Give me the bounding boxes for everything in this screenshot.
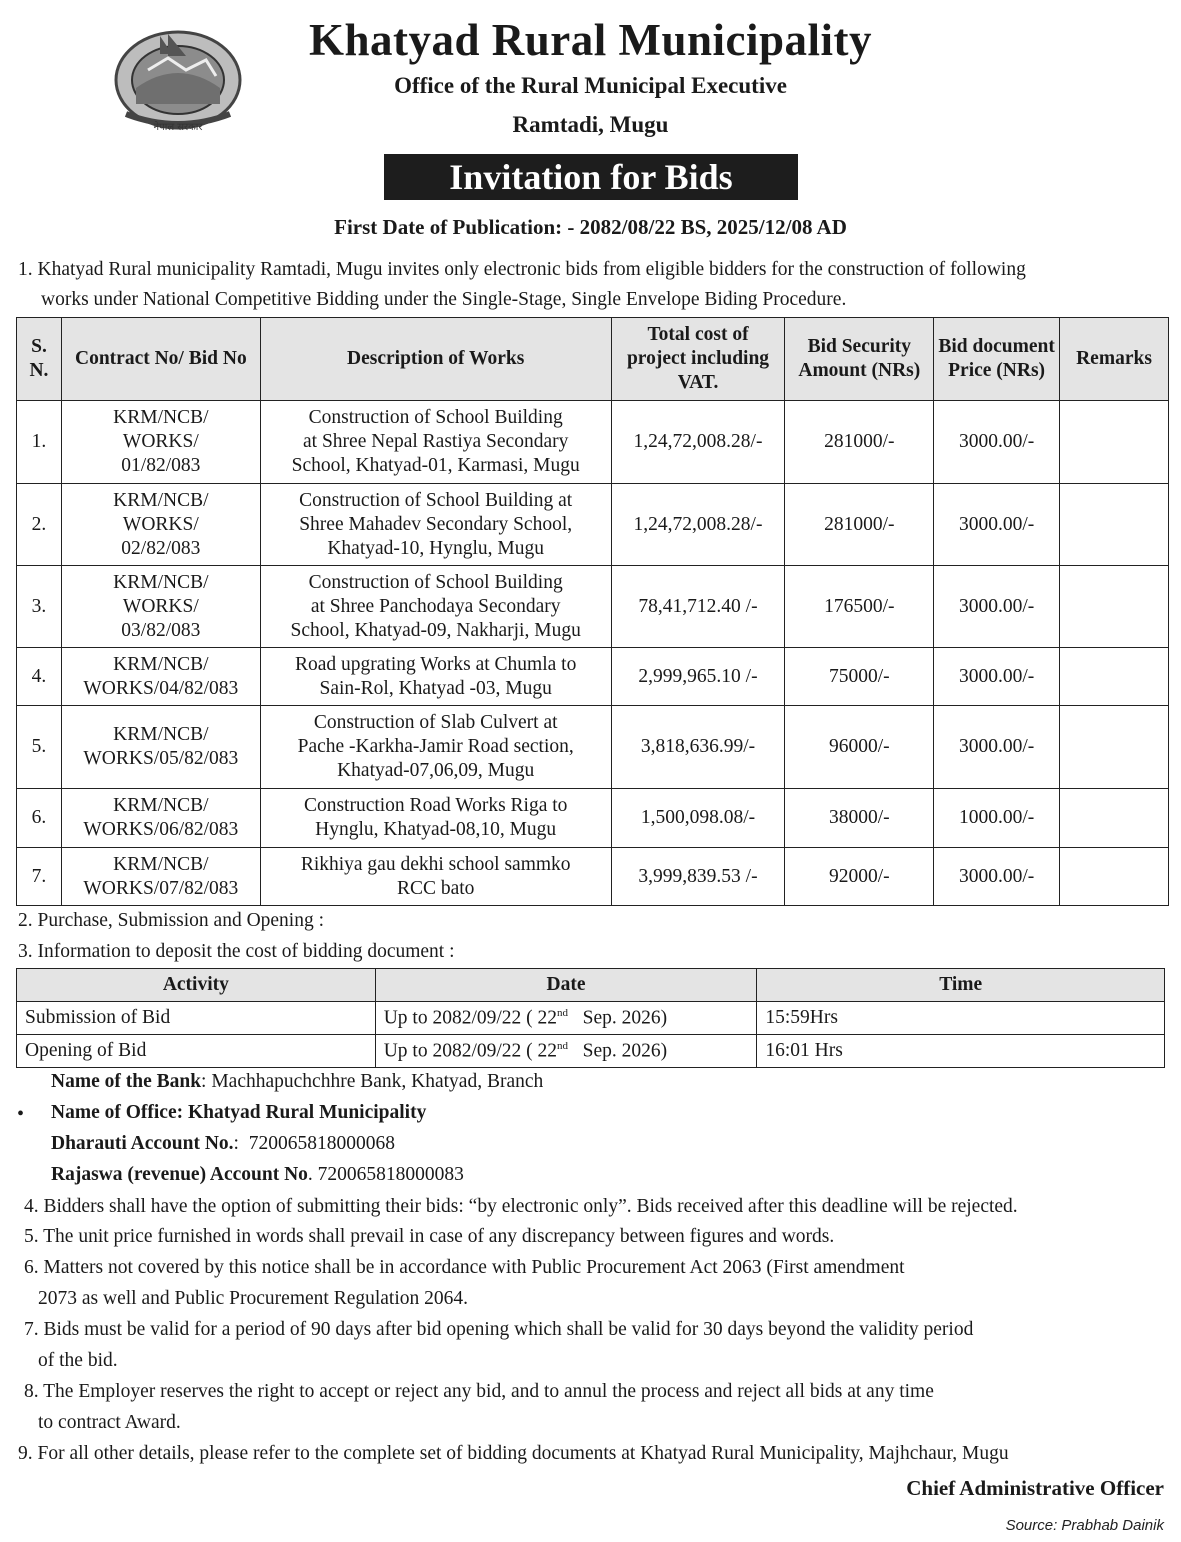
description-cell-line: Road upgrating Works at Chumla to	[295, 653, 577, 675]
description-cell	[260, 566, 611, 648]
description-cell	[260, 648, 611, 706]
total-cost-cell	[611, 848, 785, 906]
remarks-cell	[1060, 401, 1169, 484]
total-cost-cell	[611, 484, 785, 566]
doc-price-cell-line: 3000.00/-	[958, 665, 1035, 687]
doc-price-cell	[934, 566, 1060, 648]
contract-cell-line: KRM/NCB/	[113, 489, 209, 511]
sn-cell-line: 5.	[31, 736, 47, 757]
bid-security-cell-line: 281000/-	[824, 431, 895, 452]
bullet-icon: •	[17, 1103, 25, 1125]
bid-security-cell	[785, 401, 934, 484]
section-deposit: 3. Information to deposit the cost of bidding document :	[18, 941, 455, 962]
contract-cell	[61, 401, 260, 484]
col-header-bid-security: Bid Security Amount (NRs)	[785, 318, 934, 401]
doc-price-cell-line: 3000.00/-	[958, 513, 1035, 535]
date-cell	[375, 1002, 757, 1035]
description-cell-line: Rikhiya gau dekhi school sammko	[300, 853, 571, 875]
col-header-contract: Contract No/ Bid No	[61, 318, 260, 401]
contract-cell-line: 03/82/083	[121, 619, 201, 641]
sn-cell	[17, 648, 62, 706]
clause-line: 2073 as well and Public Procurement Regulation 2064.	[38, 1288, 469, 1309]
bid-security-cell-line: 92000/-	[828, 865, 890, 887]
table-row	[17, 484, 1169, 566]
total-cost-cell	[611, 706, 785, 789]
doc-price-cell	[934, 848, 1060, 906]
bank-label: Name of the Bank	[51, 1071, 202, 1092]
section-purchase: 2. Purchase, Submission and Opening :	[18, 910, 325, 931]
schedule-table	[16, 968, 1165, 1068]
activity-cell: Opening of Bid	[17, 1035, 376, 1068]
remarks-cell	[1060, 484, 1169, 566]
sn-cell-line: 7.	[31, 865, 47, 887]
sn-cell-line: 4.	[31, 665, 47, 687]
table-row	[17, 1002, 1165, 1035]
description-cell-line: at Shree Panchodaya Secondary	[310, 595, 561, 617]
doc-price-cell-line: 3000.00/-	[958, 736, 1035, 757]
office-account-line: Name of Office: Khatyad Rural Municipality	[51, 1102, 427, 1123]
dharauti-account-line	[51, 1133, 395, 1155]
time-cell: 16:01 Hrs	[757, 1035, 1165, 1068]
description-cell-line: Sain-Rol, Khatyad -03, Mugu	[319, 677, 552, 699]
notice-title-banner: Invitation for Bids	[384, 154, 798, 200]
doc-price-cell	[934, 648, 1060, 706]
description-cell-line: RCC bato	[396, 877, 475, 899]
total-cost-cell-line: 3,818,636.99/-	[640, 736, 756, 757]
contract-cell	[61, 848, 260, 906]
contract-cell-line: KRM/NCB/	[113, 407, 209, 428]
intro-line-1: 1. Khatyad Rural municipality Ramtadi, Mugu invites only electronic bids from eligible bidders for the construction of following	[18, 259, 1026, 280]
description-cell-line: Hynglu, Khatyad-08,10, Mugu	[315, 819, 557, 840]
office-location: Ramtadi, Mugu	[512, 112, 669, 137]
description-cell-line: School, Khatyad-09, Nakharji, Mugu	[290, 619, 581, 641]
bank-value: : Machhapuchchhre Bank, Khatyad, Branch	[201, 1071, 544, 1092]
sn-cell	[17, 848, 62, 906]
description-cell-line: Pache -Karkha-Jamir Road section,	[297, 736, 574, 757]
intro-line-2: works under National Competitive Bidding under the Single-Stage, Single Envelope Biding Procedure.	[41, 289, 847, 310]
bid-security-cell	[785, 848, 934, 906]
table-row	[17, 848, 1169, 906]
sn-cell-line: 1.	[31, 431, 47, 452]
description-cell-line: Construction Road Works Riga to	[303, 795, 568, 816]
contract-cell	[61, 566, 260, 648]
doc-price-cell	[934, 401, 1060, 484]
clause-line: of the bid.	[38, 1350, 118, 1371]
col-header-doc-price: Bid document Price (NRs)	[934, 318, 1060, 401]
sn-cell-line: 6.	[31, 807, 47, 828]
sn-cell	[17, 484, 62, 566]
total-cost-cell	[611, 401, 785, 484]
table-row	[17, 401, 1169, 484]
bank-name-line	[51, 1071, 543, 1093]
contract-cell-line: WORKS/05/82/083	[83, 748, 239, 769]
rajaswa-account-line	[51, 1164, 464, 1186]
sn-cell	[17, 401, 62, 484]
clause-line: 8. The Employer reserves the right to accept or reject any bid, and to annul the process and reject all bids at any time	[24, 1381, 934, 1402]
date-suffix: nd	[557, 1039, 569, 1052]
date-suffix: nd	[557, 1006, 569, 1019]
remarks-cell	[1060, 848, 1169, 906]
time-cell: 15:59Hrs	[757, 1002, 1165, 1035]
publication-date: First Date of Publication: - 2082/08/22 BS, 2025/12/08 AD	[334, 215, 847, 239]
contract-cell-line: KRM/NCB/	[113, 653, 209, 675]
bid-security-cell-line: 176500/-	[824, 595, 895, 617]
clause-line: 7. Bids must be valid for a period of 90 days after bid opening which shall be valid for 30 days beyond the validity period	[24, 1319, 974, 1340]
col-header-time: Time	[757, 969, 1165, 1002]
description-cell	[260, 789, 611, 848]
remarks-cell	[1060, 789, 1169, 848]
description-cell-line: School, Khatyad-01, Karmasi, Mugu	[291, 455, 580, 476]
description-cell-line: Construction of School Building at	[299, 489, 573, 511]
rajaswa-label: Rajaswa (revenue) Account No	[51, 1164, 308, 1185]
bid-security-cell	[785, 706, 934, 789]
description-cell-line: Construction of School Building	[308, 571, 563, 593]
activity-cell: Submission of Bid	[17, 1002, 376, 1035]
description-cell-line: Construction of Slab Culvert at	[313, 712, 558, 733]
contract-cell-line: 02/82/083	[121, 537, 201, 559]
contract-cell-line: WORKS/	[122, 513, 199, 535]
bid-security-cell	[785, 789, 934, 848]
description-cell-line: Shree Mahadev Secondary School,	[299, 513, 573, 535]
description-cell	[260, 401, 611, 484]
schedule-header	[17, 969, 1165, 1002]
rajaswa-value: . 720065818000083	[307, 1164, 464, 1185]
contract-cell-line: WORKS/06/82/083	[83, 819, 239, 840]
doc-price-cell	[934, 484, 1060, 566]
emblem-text: नेपाल सरकार	[153, 122, 203, 133]
clause-line: 6. Matters not covered by this notice shall be in accordance with Public Procurement Act 2063 (First amendment	[24, 1257, 905, 1278]
total-cost-cell	[611, 566, 785, 648]
table-row	[17, 706, 1169, 789]
office-name: Office of the Rural Municipal Executive	[394, 73, 787, 98]
date-text: Up to 2082/09/22 ( 22	[383, 1007, 558, 1029]
source-credit: Source: Prabhab Dainik	[1005, 1517, 1164, 1534]
col-header-remarks: Remarks	[1060, 318, 1169, 401]
table-row	[17, 789, 1169, 848]
doc-price-cell-line: 3000.00/-	[958, 865, 1035, 887]
clause-line: 4. Bidders shall have the option of submitting their bids: “by electronic only”. Bids received after this deadline will be rejected.	[24, 1196, 1018, 1217]
sn-cell	[17, 706, 62, 789]
dharauti-label: Dharauti Account No.	[51, 1133, 234, 1154]
total-cost-cell-line: 1,24,72,008.28/-	[633, 431, 763, 452]
col-header-activity: Activity	[17, 969, 376, 1002]
bid-security-cell	[785, 648, 934, 706]
bid-security-cell-line: 281000/-	[824, 513, 895, 535]
total-cost-cell-line: 1,500,098.08/-	[640, 807, 756, 828]
works-table-header	[17, 318, 1169, 401]
contract-cell	[61, 484, 260, 566]
total-cost-cell	[611, 789, 785, 848]
table-row	[17, 648, 1169, 706]
contract-cell-line: KRM/NCB/	[113, 795, 209, 816]
bid-security-cell-line: 96000/-	[828, 736, 890, 757]
bid-security-cell	[785, 566, 934, 648]
doc-price-cell-line: 1000.00/-	[958, 807, 1035, 828]
contract-cell-line: WORKS/04/82/083	[83, 677, 239, 699]
contract-cell	[61, 789, 260, 848]
description-cell	[260, 484, 611, 566]
description-cell	[260, 848, 611, 906]
signatory-title: Chief Administrative Officer	[906, 1476, 1164, 1500]
contract-cell-line: 01/82/083	[121, 455, 201, 476]
sn-cell	[17, 789, 62, 848]
doc-price-cell-line: 3000.00/-	[958, 431, 1035, 452]
col-header-date: Date	[375, 969, 757, 1002]
remarks-cell	[1060, 706, 1169, 789]
description-cell-line: Khatyad-07,06,09, Mugu	[337, 760, 535, 781]
sn-cell-line: 3.	[31, 595, 47, 617]
sn-cell	[17, 566, 62, 648]
contract-cell	[61, 706, 260, 789]
dharauti-value: : 720065818000068	[233, 1133, 395, 1154]
total-cost-cell-line: 2,999,965.10 /-	[638, 665, 758, 687]
total-cost-cell-line: 1,24,72,008.28/-	[633, 513, 763, 535]
description-cell	[260, 706, 611, 789]
contract-cell-line: KRM/NCB/	[113, 853, 209, 875]
contract-cell-line: WORKS/07/82/083	[83, 877, 239, 899]
col-header-description: Description of Works	[260, 318, 611, 401]
sn-cell-line: 2.	[31, 513, 47, 535]
contract-cell	[61, 648, 260, 706]
description-cell-line: Khatyad-10, Hynglu, Mugu	[327, 537, 544, 559]
table-row	[17, 566, 1169, 648]
doc-price-cell	[934, 706, 1060, 789]
contract-cell-line: KRM/NCB/	[113, 724, 209, 745]
doc-price-cell-line: 3000.00/-	[958, 595, 1035, 617]
total-cost-cell-line: 78,41,712.40 /-	[638, 595, 758, 617]
contract-cell-line: WORKS/	[122, 431, 199, 452]
date-cell	[375, 1035, 757, 1068]
date-text-end: Sep. 2026)	[568, 1007, 668, 1029]
remarks-cell	[1060, 566, 1169, 648]
description-cell-line: Construction of School Building	[308, 407, 563, 428]
clause-line: 5. The unit price furnished in words shall prevail in case of any discrepancy between figures and words.	[24, 1226, 835, 1247]
municipality-title: Khatyad Rural Municipality	[308, 15, 873, 65]
works-table	[16, 317, 1169, 906]
description-cell-line: at Shree Nepal Rastiya Secondary	[303, 431, 569, 452]
remarks-cell	[1060, 648, 1169, 706]
table-row	[17, 1035, 1165, 1068]
date-text: Up to 2082/09/22 ( 22	[383, 1040, 558, 1062]
contract-cell-line: WORKS/	[122, 595, 199, 617]
bid-security-cell	[785, 484, 934, 566]
clause-line: to contract Award.	[38, 1412, 181, 1433]
total-cost-cell-line: 3,999,839.53 /-	[638, 865, 758, 887]
doc-price-cell	[934, 789, 1060, 848]
col-header-sn: S. N.	[17, 318, 62, 401]
col-header-total-cost: Total cost of project including VAT.	[611, 318, 785, 401]
bid-security-cell-line: 75000/-	[828, 665, 890, 687]
date-text-end: Sep. 2026)	[568, 1040, 668, 1062]
total-cost-cell	[611, 648, 785, 706]
bid-security-cell-line: 38000/-	[828, 807, 890, 828]
contract-cell-line: KRM/NCB/	[113, 571, 209, 593]
clause-line: 9. For all other details, please refer to the complete set of bidding documents at Khatyad Rural Municipality, Majhchaur, Mugu	[18, 1443, 1009, 1464]
